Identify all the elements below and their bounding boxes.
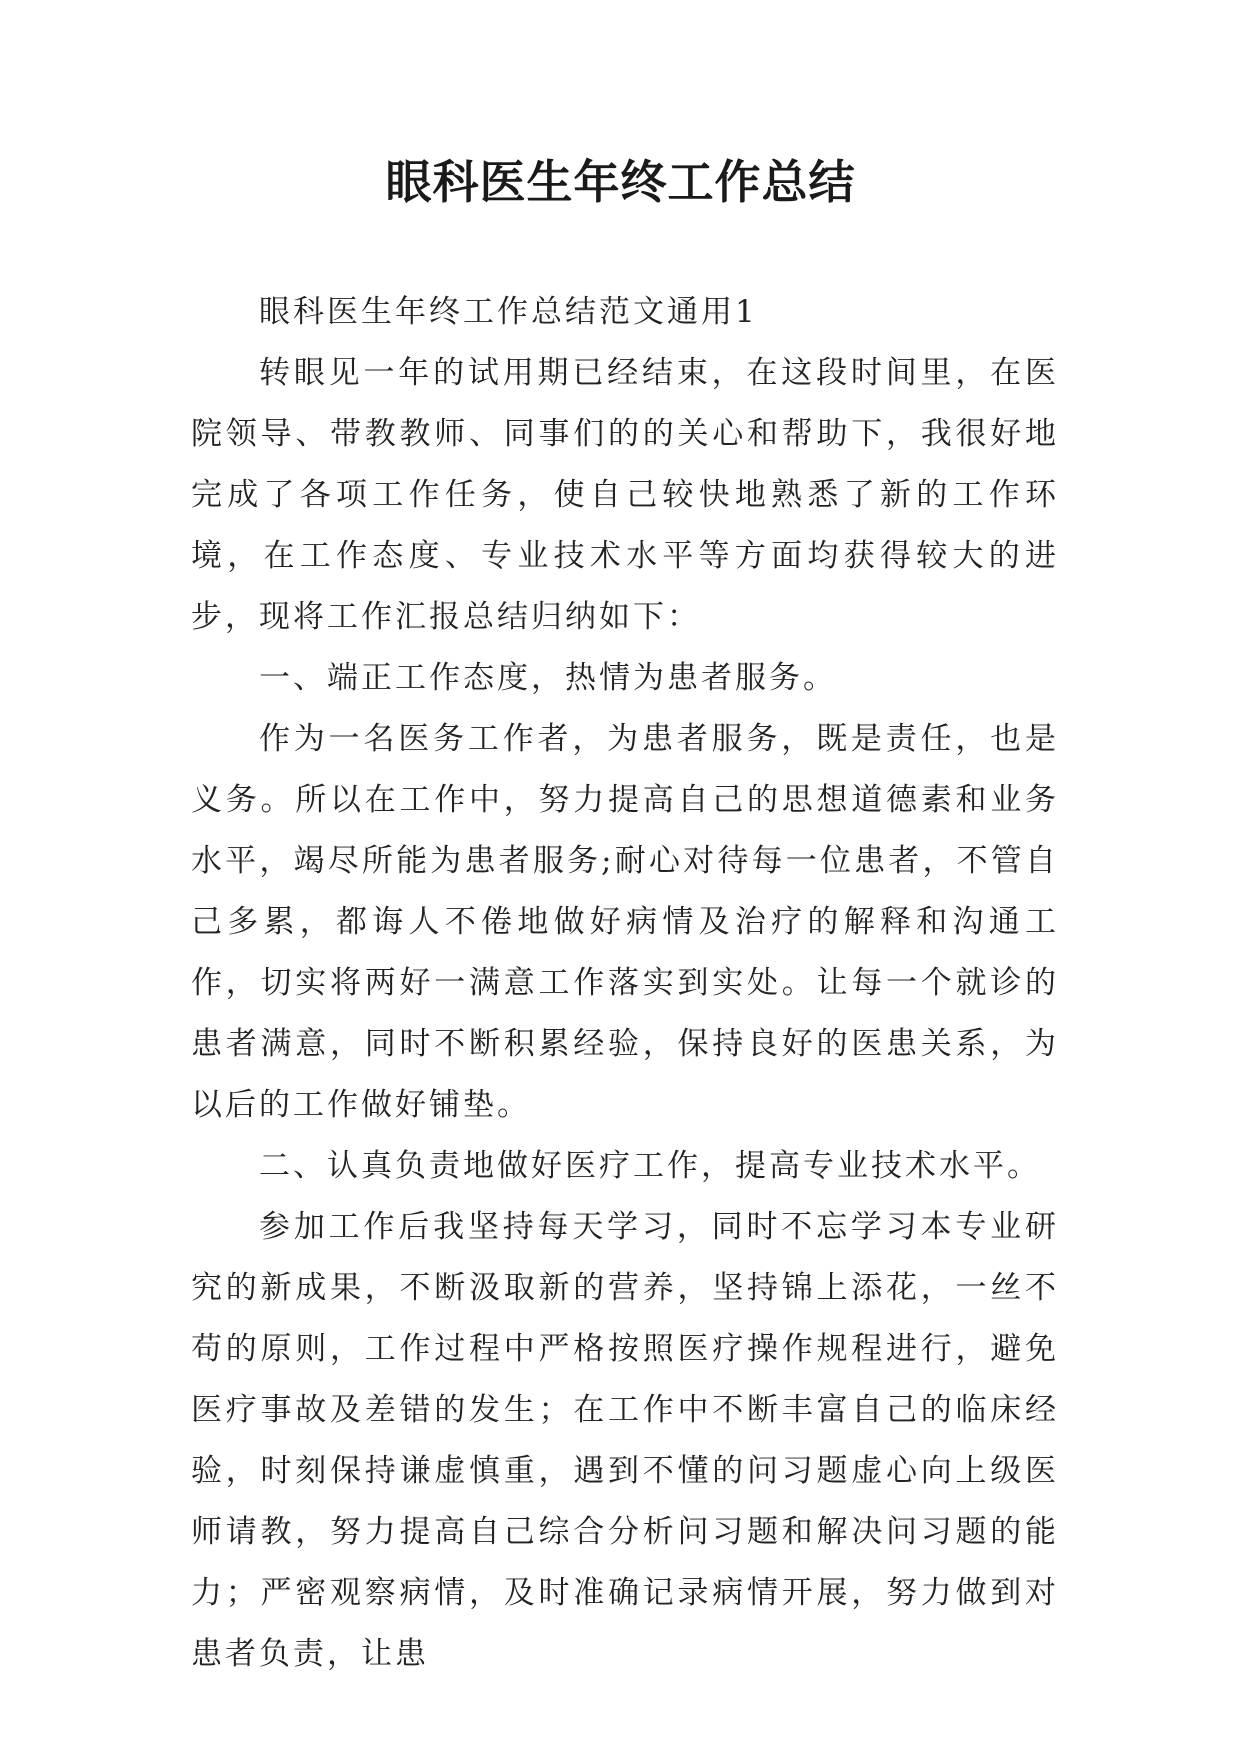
document-body (191, 282, 1059, 1685)
paragraph-heading-1: 一、端正工作态度，热情为患者服务。 (259, 660, 837, 696)
paragraph-section-2: 参加工作后我坚持每天学习，同时不忘学习本专业研究的新成果，不断汲取新的营养，坚持锦上添花，一丝不苟的原则，工作过程中严格按照医疗操作规程进行，避免医疗事故及差错的发生；在工作中不断丰富自己的临床经验，时刻保持谦虚慎重，遇到不懂的问习题虚心向上级医师请教，努力提高自己综合分析问习题和解决问习题的能力；严密观察病情，及时准确记录病情开展，努力做到对患者负责，让患 (191, 1209, 1059, 1672)
paragraph-section-1: 作为一名医务工作者，为患者服务，既是责任，也是义务。所以在工作中，努力提高自己的思想道德素和业务水平，竭尽所能为患者服务;耐心对待每一位患者，不管自己多累，都诲人不倦地做好病情及治疗的解释和沟通工作，切实将两好一满意工作落实到实处。让每一个就诊的患者满意，同时不断积累经验，保持良好的医患关系，为以后的工作做好铺垫。 (191, 721, 1059, 1123)
paragraph-intro: 转眼见一年的试用期已经结束，在这段时间里，在医院领导、带教教师、同事们的的关心和帮助下，我很好地完成了各项工作任务，使自己较快地熟悉了新的工作环境，在工作态度、专业技术水平等方面均获得较大的进步，现将工作汇报总结归纳如下： (191, 355, 1059, 635)
document-title: 眼科医生年终工作总结 (385, 155, 856, 209)
paragraph-heading-2: 二、认真负责地做好医疗工作，提高专业技术水平。 (259, 1148, 1041, 1184)
paragraph-subtitle: 眼科医生年终工作总结范文通用1 (259, 294, 758, 330)
